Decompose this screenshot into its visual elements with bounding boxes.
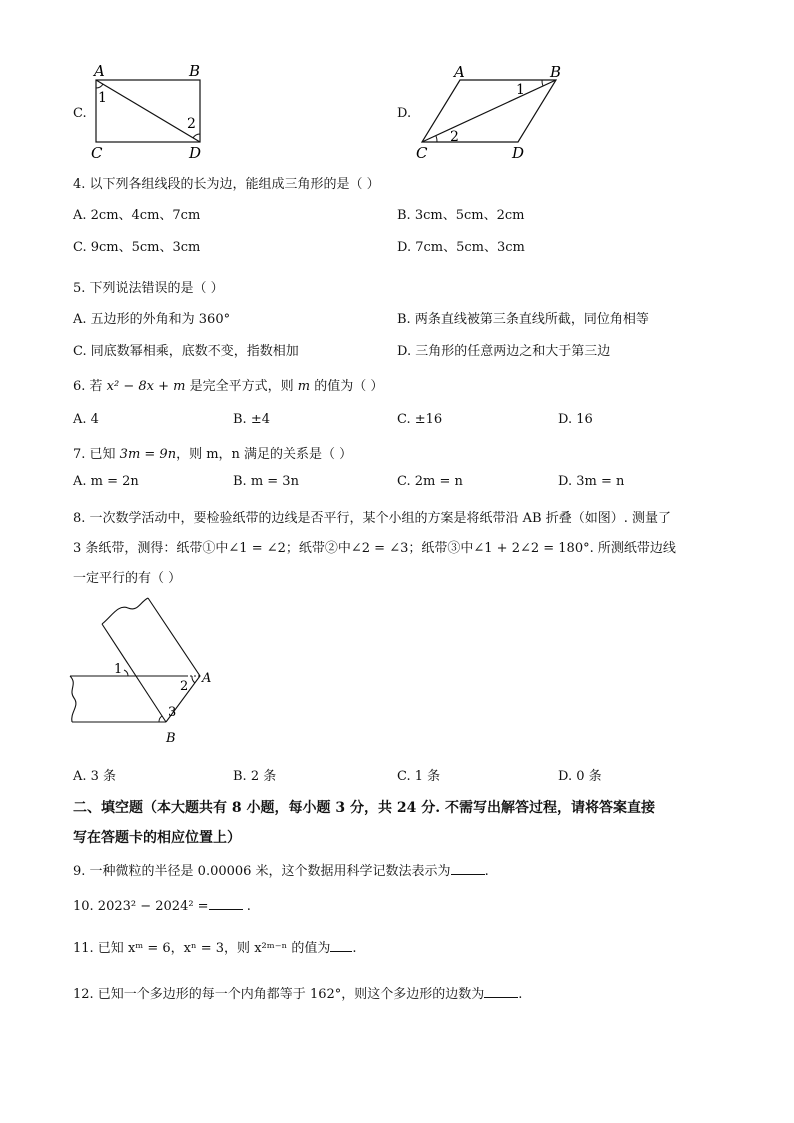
angle-1-label: 1 xyxy=(114,662,123,677)
angle-2-arc xyxy=(192,676,195,683)
q5-stem: 5. 下列说法错误的是（ ） xyxy=(73,281,224,296)
q10-answer-blank[interactable] xyxy=(209,897,243,910)
q5-option-a: A. 五边形的外角和为 360° xyxy=(73,312,231,327)
q11-answer-blank[interactable] xyxy=(330,939,352,952)
q11-text: 11. 已知 xᵐ = 6，xⁿ = 3，则 x²ᵐ⁻ⁿ 的值为 xyxy=(73,941,331,956)
q8-line-1: 8. 一次数学活动中，要检验纸带的边线是否平行，某个小组的方案是将纸带沿 AB 折叠（如图）. 测量了 xyxy=(73,511,672,526)
q9-text: 9. 一种微粒的半径是 0.00006 米，这个数据用科学记数法表示为 xyxy=(73,864,451,879)
q6-option-c: C. ±16 xyxy=(397,412,443,427)
q4-option-c: C. 9cm、5cm、3cm xyxy=(73,240,201,255)
folded-strip-right-edge xyxy=(148,598,200,722)
parallelogram-diagonal xyxy=(422,80,556,142)
q7-expression: 3m = 9n xyxy=(119,447,177,462)
angle-1-label: 1 xyxy=(98,90,107,106)
q7-option-c: C. 2m = n xyxy=(397,474,463,489)
vertex-c: C xyxy=(91,144,103,162)
point-b-label: B xyxy=(166,731,176,746)
vertex-b: B xyxy=(550,63,562,81)
angle-1-label: 1 xyxy=(516,82,525,98)
strip-torn-edge xyxy=(70,676,76,722)
q6-stem-pre: 6. 若 xyxy=(73,379,107,394)
vertex-a: A xyxy=(454,63,465,81)
q4-stem: 4. 以下列各组线段的长为边，能组成三角形的是（ ） xyxy=(73,177,380,192)
q11-end: . xyxy=(352,941,357,956)
q10-end: . xyxy=(242,899,251,914)
folded-strip-left-edge xyxy=(102,624,166,722)
angle-1-arc xyxy=(124,670,128,676)
q12-answer-blank[interactable] xyxy=(484,985,518,998)
q6-stem-mid: 是完全平方式，则 xyxy=(185,379,298,394)
q4-option-a: A. 2cm、4cm、7cm xyxy=(73,208,201,223)
angle-2-label: 2 xyxy=(450,129,459,145)
q5-option-b: B. 两条直线被第三条直线所截，同位角相等 xyxy=(397,312,649,327)
angle-1-arc xyxy=(542,80,543,86)
q8-line-3: 一定平行的有（ ） xyxy=(73,571,182,586)
q9 xyxy=(73,860,489,879)
q10 xyxy=(73,897,251,914)
q8-option-a: A. 3 条 xyxy=(73,769,117,784)
angle-1-arc xyxy=(96,84,103,88)
vertex-d: D xyxy=(512,144,525,162)
section-2-heading-line-1: 二、填空题（本大题共有 8 小题，每小题 3 分，共 24 分. 不需写出解答过程，请将答案直接 xyxy=(73,800,655,816)
vertex-c: C xyxy=(416,144,428,162)
q12-end: . xyxy=(518,987,523,1002)
q10-text: 10. 2023² − 2024² = xyxy=(73,899,209,914)
parallelogram-figure xyxy=(410,62,570,162)
angle-2-arc xyxy=(193,134,200,138)
vertex-d: D xyxy=(189,144,202,162)
q4-option-b: B. 3cm、5cm、2cm xyxy=(397,208,525,223)
q7-option-d: D. 3m = n xyxy=(558,474,625,489)
q4-option-d: D. 7cm、5cm、3cm xyxy=(397,240,525,255)
q5-option-c: C. 同底数幂相乘，底数不变，指数相加 xyxy=(73,344,299,359)
q6-expression: x² − 8x + m xyxy=(106,379,186,394)
q9-answer-blank[interactable] xyxy=(451,862,485,875)
folded-strip-torn-edge xyxy=(102,598,148,624)
q8-option-b: B. 2 条 xyxy=(233,769,277,784)
option-d-label: D. xyxy=(397,106,412,121)
angle-3-arc xyxy=(159,716,162,722)
section-2-heading-line-2: 写在答题卡的相应位置上） xyxy=(73,830,241,846)
q8-option-c: C. 1 条 xyxy=(397,769,441,784)
q12-text: 12. 已知一个多边形的每一个内角都等于 162°，则这个多边形的边数为 xyxy=(73,987,485,1002)
angle-3-label: 3 xyxy=(168,705,177,720)
paper-strip-figure xyxy=(68,594,218,748)
q5-option-d: D. 三角形的任意两边之和大于第三边 xyxy=(397,344,611,359)
q7-stem xyxy=(73,443,352,462)
q8-option-d: D. 0 条 xyxy=(558,769,602,784)
q6-option-d: D. 16 xyxy=(558,412,593,427)
rectangle-figure xyxy=(88,62,212,162)
q9-end: . xyxy=(484,864,489,879)
vertex-b: B xyxy=(189,62,201,80)
angle-2-label: 2 xyxy=(180,679,189,694)
option-c-label: C. xyxy=(73,106,87,121)
q6-option-b: B. ±4 xyxy=(233,412,270,427)
q7-option-a: A. m = 2n xyxy=(73,474,139,489)
q12 xyxy=(73,983,522,1002)
q7-stem-pre: 7. 已知 xyxy=(73,447,120,462)
angle-2-label: 2 xyxy=(187,116,196,132)
rectangle-diagonal xyxy=(96,80,200,142)
q8-line-2: 3 条纸带，测得：纸带①中∠1 = ∠2；纸带②中∠2 = ∠3；纸带③中∠1 + 2∠2 = 180°. 所测纸带边线 xyxy=(73,541,676,556)
q7-stem-post: ，则 m，n 满足的关系是（ ） xyxy=(176,447,353,462)
point-a-label: A xyxy=(202,671,212,686)
q6-stem-post: 的值为（ ） xyxy=(310,379,384,394)
angle-2-arc xyxy=(436,136,437,142)
q11 xyxy=(73,937,356,956)
q6-stem xyxy=(73,375,383,394)
q7-option-b: B. m = 3n xyxy=(233,474,299,489)
q6-variable: m xyxy=(297,379,311,394)
q6-option-a: A. 4 xyxy=(73,412,99,427)
vertex-a: A xyxy=(94,62,105,80)
